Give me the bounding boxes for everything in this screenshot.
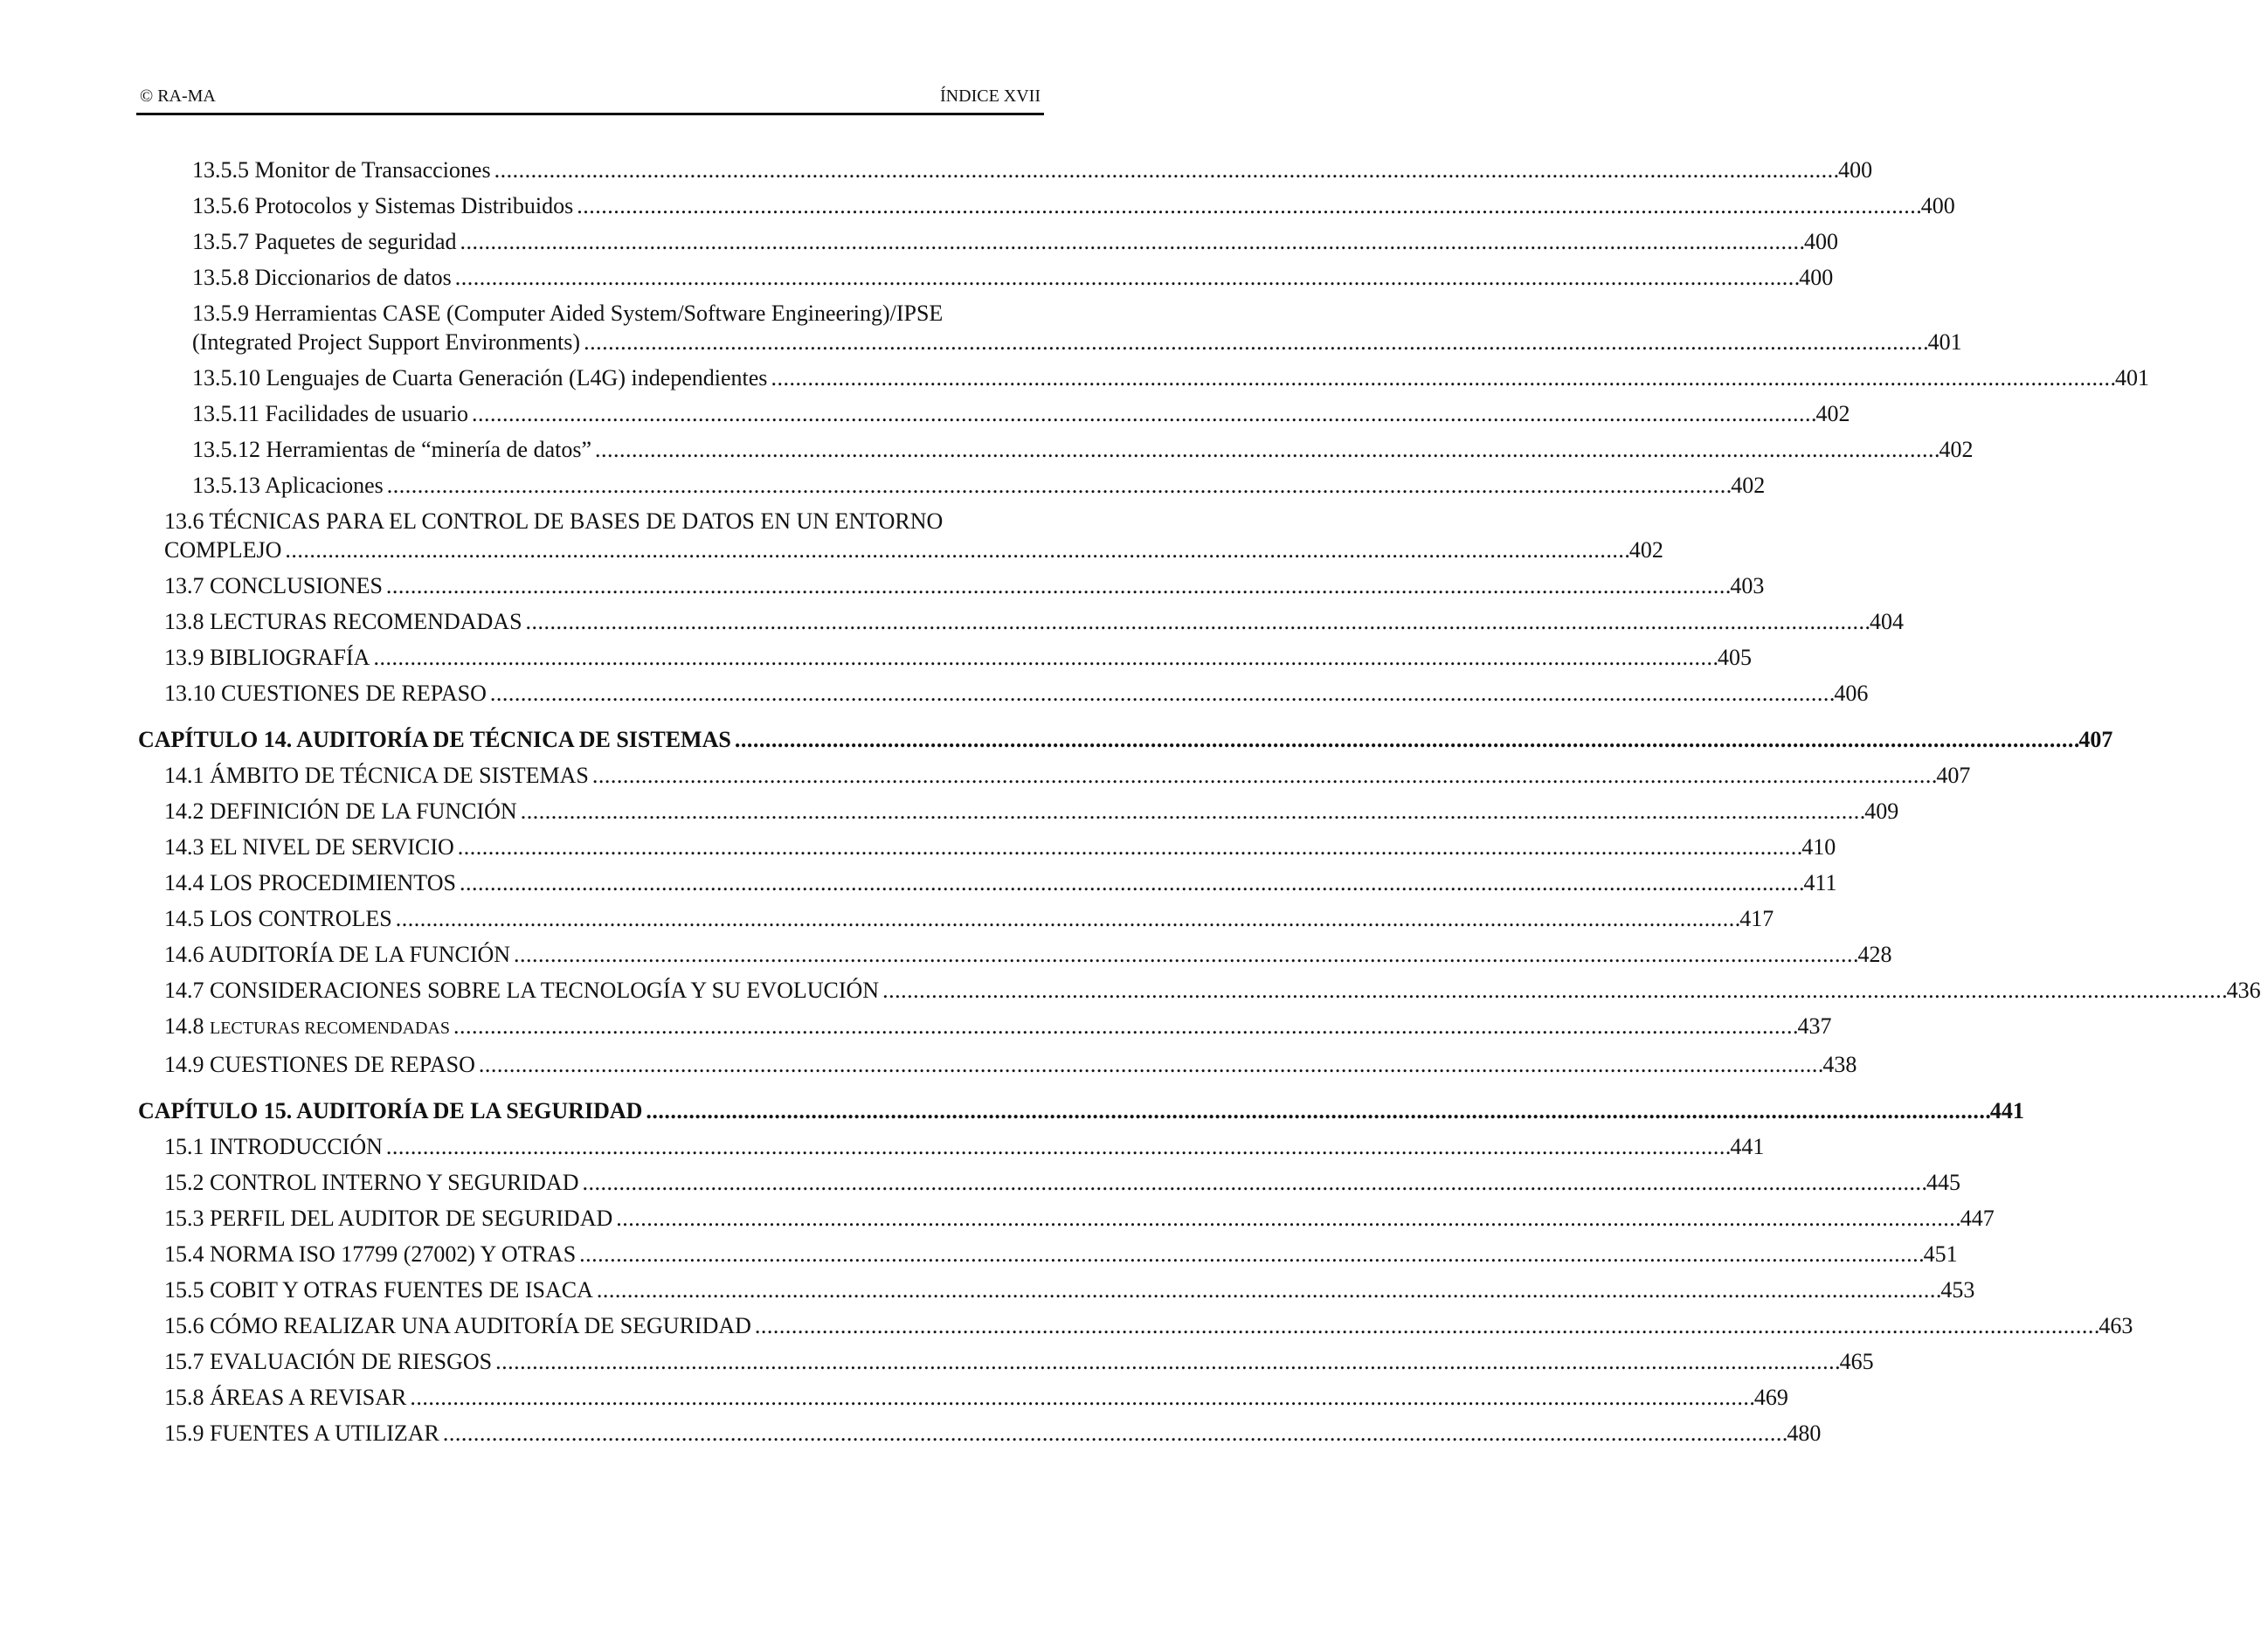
toc-entry [136,435,1974,464]
toc-entry-title: 15.1 INTRODUCCIÓN [164,1134,383,1159]
toc-entry-title: 14.1 ÁMBITO DE TÉCNICA DE SISTEMAS [164,763,589,788]
toc-entry-title: 13.5.12 Herramientas de “minería de datos” [192,437,591,462]
toc-entry-title: 14.4 LOS PROCEDIMIENTOS [164,870,456,895]
dot-leader [514,940,1857,969]
toc-entry [136,263,1834,292]
dot-leader [285,536,1628,564]
toc-entry-title: 13.9 BIBLIOGRAFÍA [164,645,370,670]
toc-entry-title: 13.5.13 Aplicaciones [192,473,384,498]
dot-leader [455,263,1798,292]
toc-page-number: 438 [1822,1052,1857,1077]
dot-leader [494,156,1837,184]
toc-page-number: 400 [1799,265,1834,290]
toc-entry-title: 13.5.8 Diccionarios de datos [192,265,452,290]
toc-entry [136,1311,2133,1340]
dot-leader [396,904,1739,933]
toc-entry [136,797,1899,826]
toc-entry-number: 14.8 [164,1013,204,1039]
toc-entry-title-smallcaps: LECTURAS RECOMENDADAS [210,1019,451,1038]
toc-entry-title: 15.5 COBIT Y OTRAS FUENTES DE ISACA [164,1277,593,1303]
toc-page-number: 409 [1864,798,1899,824]
dot-leader [595,435,1938,464]
toc-entry [136,1419,1822,1448]
toc-entry [136,191,1955,220]
toc-entry [136,1240,1958,1268]
toc-entry [136,833,1836,861]
toc-page-number: 465 [1839,1349,1874,1374]
toc-page-number: 437 [1797,1013,1832,1039]
dot-leader [579,1240,1922,1268]
toc-entry-title-line1: 13.5.9 Herramientas CASE (Computer Aided System/Software Engineering)/IPSE [192,301,944,326]
dot-leader [460,868,1802,897]
toc-entry-title: 15.4 NORMA ISO 17799 (27002) Y OTRAS [164,1241,577,1267]
dot-leader [460,227,1803,256]
toc-page-number: 406 [1834,681,1869,706]
toc-page-number: 469 [1753,1385,1788,1410]
toc-entry [136,1204,1995,1233]
header-publisher: © RA-MA [140,86,216,106]
toc-entry-title: 13.5.7 Paquetes de seguridad [192,229,457,254]
toc-entry-title-line1: 13.6 TÉCNICAS PARA EL CONTROL DE BASES DE DATOS EN UN ENTORNO [164,508,944,534]
toc-entry [136,571,1765,600]
toc-page-number: 480 [1787,1420,1822,1446]
toc-entry-title: (Integrated Project Support Environments) [192,329,581,355]
toc-entry-title [164,1012,450,1043]
toc-entry-title: 13.5.10 Lenguajes de Cuarta Generación (L4G) independientes [192,365,768,391]
toc-entry-title: 13.5.11 Facilidades de usuario [192,401,469,426]
toc-entry [136,227,1839,256]
toc-page-number: 447 [1960,1206,1995,1231]
toc-page-number: 441 [1730,1134,1765,1159]
toc-entry-title: 13.5.6 Protocolos y Sistemas Distribuidos [192,193,574,218]
toc-page-number: 403 [1730,573,1765,598]
toc-entry-title: 14.3 EL NIVEL DE SERVICIO [164,834,454,860]
toc-entry [136,904,1774,933]
toc-page-number: 436 [2226,978,2261,1003]
page-header [136,85,1044,115]
toc-entry [136,643,1752,672]
header-section-title: ÍNDICE XVII [940,86,1041,106]
toc-page-number: 400 [1804,229,1839,254]
toc-page-number: 407 [2078,727,2113,752]
toc-page-number: 411 [1803,870,1837,895]
dot-leader [453,1012,1796,1040]
dot-leader [771,363,2113,392]
dot-leader [616,1204,1959,1233]
dot-leader [387,471,1730,500]
toc-entry [136,868,1837,897]
toc-entry-title: CAPÍTULO 14. AUDITORÍA DE TÉCNICA DE SISTEMAS [138,727,731,752]
toc-page-number: 417 [1739,906,1774,931]
toc-entry-title: 15.2 CONTROL INTERNO Y SEGURIDAD [164,1170,579,1195]
toc-page-number: 400 [1838,157,1873,183]
toc-page-number: 400 [1920,193,1955,218]
toc-entry [136,363,2149,392]
dot-leader [592,761,1935,790]
toc-entry-title: 14.9 CUESTIONES DE REPASO [164,1052,475,1077]
dot-leader [882,976,2225,1005]
toc-entry-title: 14.2 DEFINICIÓN DE LA FUNCIÓN [164,798,517,824]
toc-page-number: 402 [1731,473,1766,498]
toc-chapter-entry [136,1096,2024,1125]
dot-leader [490,679,1833,708]
dot-leader [526,607,1869,636]
dot-leader [458,833,1801,861]
toc-entry-title: COMPLEJO [164,537,282,563]
dot-leader [386,571,1729,600]
toc-entry [136,607,1905,636]
toc-page-number: 402 [1628,537,1663,563]
toc-entry [136,1132,1765,1161]
toc-entry [136,1168,1960,1197]
toc-entry-title: 13.7 CONCLUSIONES [164,573,383,598]
dot-leader [472,399,1815,428]
toc-entry-title: 13.10 CUESTIONES DE REPASO [164,681,487,706]
toc-page-number: 428 [1857,942,1892,967]
dot-leader [479,1050,1822,1079]
toc-entry [136,1050,1857,1079]
toc-entry [136,940,1892,969]
toc-entry-title: 14.7 CONSIDERACIONES SOBRE LA TECNOLOGÍA Y SU EVOLUCIÓN [164,978,880,1003]
toc-entry [136,1275,1975,1304]
dot-leader [495,1347,1838,1376]
toc-page-number: 463 [2099,1313,2133,1338]
dot-leader [410,1383,1753,1412]
toc-page-number: 407 [1936,763,1971,788]
dot-leader [735,725,2078,754]
toc-entry-title: 13.8 LECTURAS RECOMENDADAS [164,609,522,634]
toc-entry [136,976,2261,1005]
toc-entry [136,679,1869,708]
table-of-contents [136,156,2261,1455]
toc-entry [136,1383,1788,1412]
toc-page-number: 445 [1926,1170,1960,1195]
toc-page-number: 405 [1717,645,1752,670]
toc-entry-title: 15.8 ÁREAS A REVISAR [164,1385,407,1410]
dot-leader [755,1311,2098,1340]
toc-entry [136,299,1962,356]
toc-entry-title: 14.5 LOS CONTROLES [164,906,392,931]
toc-page-number: 402 [1815,401,1850,426]
toc-page-number: 402 [1939,437,1974,462]
dot-leader [521,797,1863,826]
toc-entry [136,471,1766,500]
dot-leader [584,328,1926,356]
toc-entry [136,399,1850,428]
toc-page-number: 404 [1870,609,1905,634]
toc-entry-title: 15.9 FUENTES A UTILIZAR [164,1420,439,1446]
toc-entry [136,761,1971,790]
toc-page-number: 401 [2114,365,2149,391]
toc-entry [136,507,1663,564]
toc-page-number: 410 [1801,834,1836,860]
toc-entry-title: CAPÍTULO 15. AUDITORÍA DE LA SEGURIDAD [138,1098,643,1123]
toc-page-number: 451 [1923,1241,1958,1267]
toc-page-number: 401 [1927,329,1962,355]
toc-entry-title: 15.3 PERFIL DEL AUDITOR DE SEGURIDAD [164,1206,613,1231]
dot-leader [646,1096,1988,1125]
toc-entry [136,1347,1874,1376]
toc-entry [136,1012,1832,1043]
toc-entry [136,156,1873,184]
toc-page-number: 441 [1989,1098,2024,1123]
toc-page-number: 453 [1940,1277,1975,1303]
dot-leader [577,191,1919,220]
toc-entry-title: 14.6 AUDITORÍA DE LA FUNCIÓN [164,942,511,967]
dot-leader [386,1132,1729,1161]
dot-leader [597,1275,1939,1304]
dot-leader [582,1168,1925,1197]
toc-entry-title: 15.7 EVALUACIÓN DE RIESGOS [164,1349,493,1374]
toc-chapter-entry [136,725,2113,754]
toc-entry-title: 13.5.5 Monitor de Transacciones [192,157,491,183]
dot-leader [443,1419,1786,1448]
toc-entry-title: 15.6 CÓMO REALIZAR UNA AUDITORÍA DE SEGURIDAD [164,1313,751,1338]
dot-leader [373,643,1716,672]
